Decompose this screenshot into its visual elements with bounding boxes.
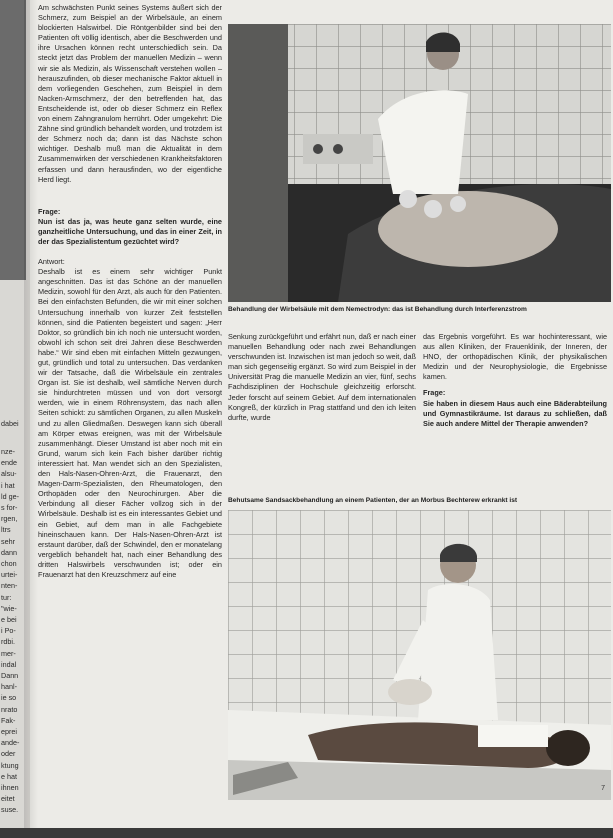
- left-column: [38, 3, 222, 580]
- top-photo-caption: Behandlung der Wirbelsäule mit dem Nemectrodyn: das ist Behandlung durch Interferenzstrom: [228, 306, 527, 313]
- previous-page-fragment: "wie-: [1, 603, 17, 613]
- previous-page-fragment: i hat: [1, 480, 15, 490]
- previous-page-fragment: nze-: [1, 447, 15, 456]
- previous-page-fragment: tur:: [1, 592, 12, 602]
- previous-page-fragment: e hat: [1, 771, 17, 781]
- previous-page-fragment: rdbi.: [1, 637, 15, 647]
- previous-page-fragment: s for-: [1, 503, 18, 512]
- previous-page-fragment: e bei: [1, 615, 17, 624]
- previous-page-fragment: Dann: [1, 671, 19, 680]
- previous-page-photo-edge: [0, 0, 26, 280]
- previous-page-label-fragment: dabei: [1, 419, 19, 428]
- bottom-photo: [228, 510, 611, 800]
- previous-page-fragment: alsu-: [1, 469, 17, 479]
- previous-page-fragment: ld ge-: [1, 491, 19, 501]
- gutter-shadow: [24, 0, 38, 838]
- right-paragraph: das Ergebnis vorgeführt. Es war hochinteressant, wie aus allen Kliniken, der Frauenklinik, der Inneren, der HNO, der orthopädischen Klinik, der physikalischen Medizin und der Neurophysiologie, die Ergebnisse kamen.: [423, 332, 607, 382]
- interview-question: Nun ist das ja, was heute ganz selten wurde, eine ganzheitliche Untersuchung, und das in einer Zeit, in der das Spezialistentum gezüchtet wird?: [38, 216, 222, 246]
- previous-page-fragment: nten-: [1, 581, 18, 591]
- previous-page-fragment: ie so: [1, 693, 17, 703]
- interview-answer: Deshalb ist es einem sehr wichtiger Punkt angeschnitten. Das ist das Schöne an der manuellen Medizin, sowohl für den Arzt, als auch für den Patienten. Bei den einfachsten Befunden, die wir mit einer solchen Untersuchung innerhalb von kurzer Zeit feststellen können, sind die Patienten begeistert und sagen: „Herr Doktor, so gründlich bin ich noch nie untersucht worden, obwohl ich schon seit drei Jahren diese Beschwerden habe.“ Wir sind eben mit einfachen Mitteln gezwungen, gut, gründlich und total zu untersuchen. Das verdanken wir der Tatsache, daß die Wirbelsäule ein zentrales Organ ist. Sie ist deshalb, weil sämtliche Nerven durch sie hindurchtreten müssen und von dort versorgt werden, wie in einem Röhrensystem, das nach allen Seiten schickt: zu sämtlichen Organen, zu allen Muskeln und zu allen Gliedmaßen. Deswegen kann sich überall am Körper etwas ereignen, was mit der Wirbelsäule zusammenhängt. Dieser Umstand ist aber noch mit ein Grund, warum sich kein Fach bisher darüber richtig interessiert hat. Man wendet sich an den Spezialisten, den Hals-Nasen-Ohren-Arzt, die Frauenarzt, den Magen-Darm-Spezialisten, den Rheumatologen, den Orthopäden oder den Neurochirurgen. Aber die Verbindung all dieser Fächer vollzog sich in der Wirbelsäule. Deshalb ist es ein interessantes Gebiet und ein Gebiet, auf dem man in alle Fachgebiete hineinschauen kann. Der Hals-Nasen-Ohren-Arzt ist erstaunt darüber, daß der Schwindel, den er monatelang vergeblich behandelt hat, nach einer Behandlung des dritten Halswirbels verschwunden ist; oder ein Frauenarzt hat den Kreuzschmerz auf eine: [38, 267, 222, 579]
- right-question: Sie haben in diesem Haus auch eine Bäderabteilung und Gymnastikräume. Ist daraus zu schließen, daß Sie auch andere Mittel der Therapie anwenden?: [423, 398, 607, 428]
- question-label: Frage:: [38, 206, 61, 216]
- bottom-photo-caption: Behutsame Sandsackbehandlung an einem Patienten, der an Morbus Bechterew erkrankt ist: [228, 497, 518, 504]
- previous-page-fragment: chon: [1, 559, 17, 568]
- answer-label: Antwort:: [38, 257, 65, 267]
- top-photo: [228, 24, 611, 302]
- left-paragraph: Am schwächsten Punkt seines Systems äußert sich der Schmerz, zum Beispiel an der Wirbelsäule, an einem blockierten Halswirbel. Die Röntgenbilder sind bei den Patienten oft völlig identisch, aber die Beschwerden und ihre Ursachen können recht unterschiedlich sein. Da steckt jetzt das Problem der manuellen Medizin – wenn wir sie als Medizin, als Wissenschaft verstehen wollen – herauszufinden, ob dieser mechanische Faktor aktuell in dem vorliegenden Geschehen, zum Beispiel in dem Nacken-Armschmerz, der den betreffenden hat, das Entscheidende ist, oder ob dieser Schmerz ein Reflex von einem Zahngranulom herrührt. Oder umgekehrt: Die Zähne sind gründlich behandelt worden, und trotzdem ist der Schmerz noch da; dann ist das Nächste schon wichtiger. Deshalb muß man die Aktualität in dem Zusammenwirken der verschiedenen Krankheitsfaktoren erfassen und dann herausfinden, wo der eigentliche Herd liegt.: [38, 3, 222, 184]
- treatment-photo-sandbag: [228, 510, 611, 800]
- previous-page-fragment: eitet: [1, 794, 15, 804]
- middle-paragraph: Senkung zurückgeführt und erfährt nun, daß er nach einer manuellen Behandlung oder nach zwei Behandlungen verschwunden ist. Inzwischen ist man jedoch so weit, daß man sich gegenseitig ergänzt. So wird zum Beispiel in der Universität Prag die manuelle Medizin an vier, fünf, sechs Fachdisziplinen der Hochschule gleichzeitig erforscht. Jeder forscht auf seinem Gebiet. Auf dem internationalen Kongreß, der kürzlich in Prag stattfand und den ich leiten durfte, wurde: [228, 332, 416, 422]
- previous-page-fragment: nrato: [1, 704, 18, 714]
- previous-page-fragment: ktung: [1, 760, 19, 770]
- previous-page-fragment: suse.: [1, 805, 19, 815]
- previous-page-fragment: hanl-: [1, 682, 17, 692]
- treatment-photo-electrotherapy: [228, 24, 611, 302]
- previous-page-fragment: ende: [1, 458, 17, 468]
- right-column: [423, 332, 607, 429]
- previous-page-fragment: eprei: [1, 727, 17, 736]
- page-bottom-edge: [0, 828, 613, 838]
- previous-page-fragment: urtei-: [1, 570, 18, 580]
- right-question-label: Frage:: [423, 388, 446, 398]
- previous-page-fragment: dann: [1, 547, 17, 557]
- previous-page-fragment: Fak-: [1, 715, 16, 725]
- previous-page-fragment: rgen,: [1, 514, 18, 524]
- previous-page-fragment: mer-: [1, 648, 16, 658]
- previous-page-fragment: indal: [1, 659, 17, 669]
- page-number: 7: [601, 785, 605, 792]
- previous-page-fragment: sehr: [1, 536, 15, 546]
- previous-page-fragment: i Po-: [1, 626, 16, 636]
- previous-page-fragment: oder: [1, 749, 16, 759]
- previous-page-fragment: ltrs: [1, 525, 11, 535]
- previous-page-fragment: ande-: [1, 738, 20, 748]
- previous-page-fragment: ihnen: [1, 783, 19, 792]
- middle-column: [228, 332, 416, 423]
